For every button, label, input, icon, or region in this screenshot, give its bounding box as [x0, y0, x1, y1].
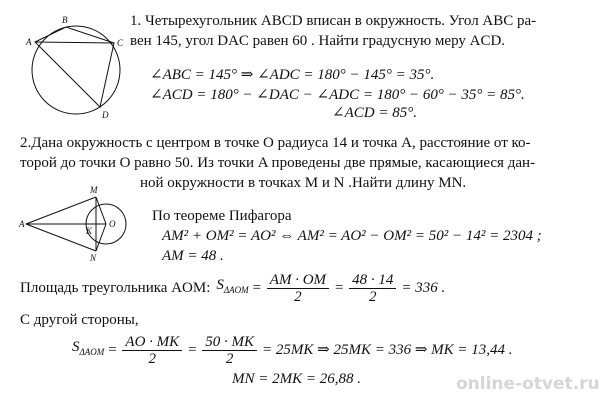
area-eq1: =: [251, 279, 262, 296]
area2-result: = 25MK ⇒ 25MK = 336 ⇒ MK = 13,44 .: [262, 341, 513, 358]
area2-fraction-2: $\frac{50 \cdot MK}{2}$: [202, 334, 257, 367]
diagonal-ac: [35, 42, 114, 43]
am-result: AM = 48 .: [162, 248, 224, 264]
area-result: = 336 .: [401, 279, 446, 296]
other-side-label: С другой стороны,: [20, 312, 139, 328]
label-a: A: [26, 37, 32, 47]
problem2-statement-line2: торой до точки O равно 50. Из точки A проведены две прямые, касающиеся дан-: [20, 155, 536, 171]
problem1-solution-step1: ∠ABC = 145° ⇒ ∠ADC = 180° − 145° = 35°.: [150, 67, 435, 83]
figure-inscribed-quadrilateral: [16, 12, 128, 122]
figure-tangents: [16, 182, 138, 262]
label-n: N: [90, 253, 97, 262]
mn-result: MN = 2MK = 26,88 .: [232, 371, 361, 387]
label-k: K: [86, 226, 93, 236]
label-b: B: [62, 15, 68, 25]
label-m: M: [90, 185, 98, 195]
problem1-statement-line2: вен 145, угол DAC равен 60 . Найти градусную меру ACD.: [130, 33, 506, 49]
quadrilateral-abcd: [35, 27, 114, 107]
problem1-solution-step2: ∠ACD = 180° − ∠DAC − ∠ADC = 180° − 60° − 35° = 85°.: [150, 87, 525, 103]
area-eq2: =: [334, 279, 345, 296]
pythagoras-equation: AM² + OM² = AO² ⇔ AM² = AO² − OM² = 50² − 14² = 2304 ;: [162, 228, 542, 244]
area2-fraction-1: $\frac{AO \cdot MK}{2}$: [122, 334, 182, 367]
area2-lhs: $S_{\Delta AOM}$: [72, 339, 105, 357]
label-o: O: [109, 219, 116, 229]
problem2-statement-line3: ной окружности в точках M и N .Найти длину MN.: [140, 175, 467, 191]
area2-eq2: =: [187, 341, 198, 358]
problem2-statement-line1: 2.Дана окружность с центром в точке O радиуса 14 и точка A, расстояние от ко-: [20, 135, 531, 151]
area-label: Площадь треугольника AOM:: [20, 279, 211, 296]
area2-eq1: =: [107, 341, 118, 358]
label-d: D: [102, 110, 109, 120]
area-fraction-2: $\frac{48 \cdot 14}{2}$: [349, 272, 396, 305]
watermark-text: online-otvet.ru: [456, 374, 600, 394]
tangent-am: [26, 197, 96, 224]
problem1-statement-line1: 1. Четырехугольник ABCD вписан в окружность. Угол ABC ра-: [130, 13, 537, 29]
label-a2: A: [19, 219, 25, 229]
label-c: C: [117, 38, 124, 48]
area-lhs: $S_{\Delta AOM}$: [216, 277, 249, 295]
area-fraction-1: $\frac{AM \cdot OM}{2}$: [267, 272, 329, 305]
radius-om: [96, 197, 106, 224]
area-second-row: [72, 330, 513, 370]
radius-on: [96, 224, 106, 251]
area-aom-row: [20, 268, 445, 308]
circumcircle: [32, 26, 120, 114]
pythagoras-title: По теореме Пифагора: [152, 208, 292, 224]
problem1-answer: ∠ACD = 85°.: [332, 105, 417, 121]
